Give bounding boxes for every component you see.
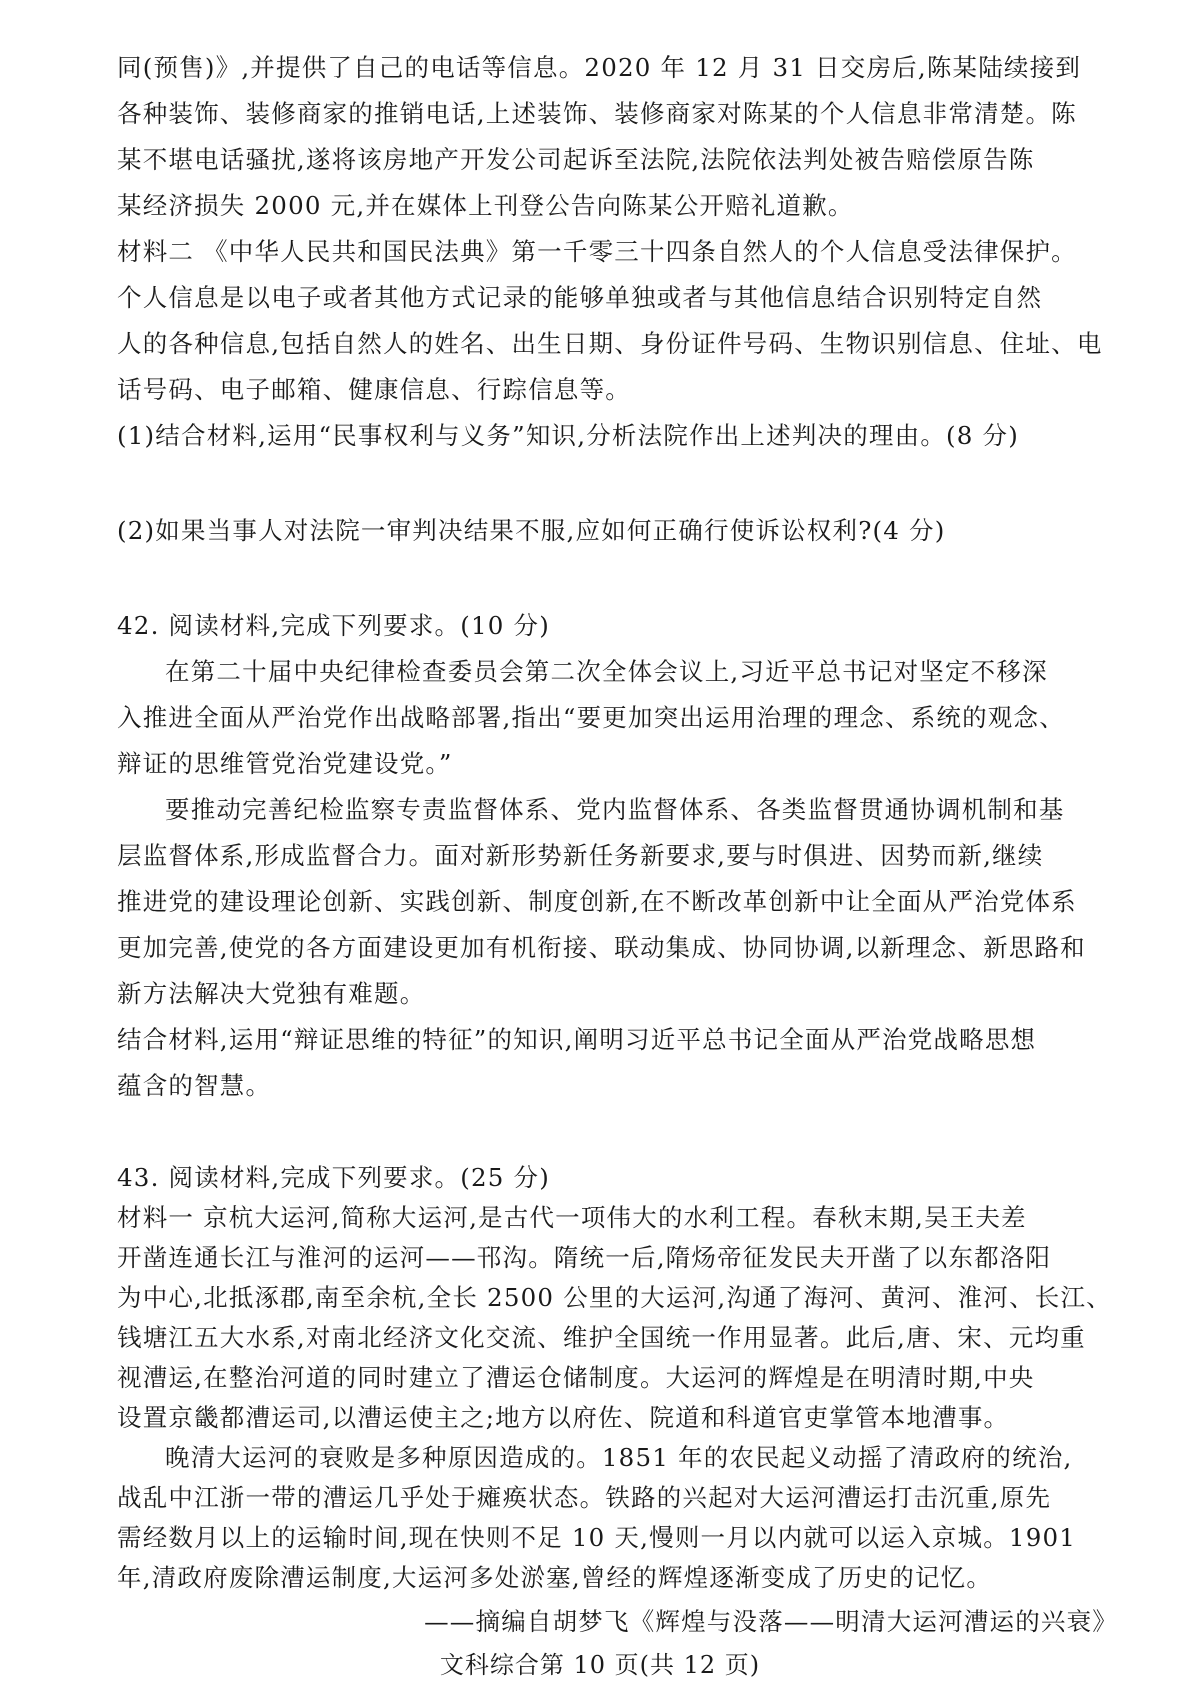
- continuation-line: 各种装饰、装修商家的推销电话,上述装饰、装修商家对陈某的个人信息非常清楚。陈: [117, 99, 1077, 128]
- q43-paragraph-line: 晚清大运河的衰败是多种原因造成的。1851 年的农民起义动摇了清政府的统治,: [165, 1443, 1073, 1472]
- continuation-line: 某经济损失 2000 元,并在媒体上刊登公告向陈某公开赔礼道歉。: [117, 191, 854, 220]
- source-citation: ——摘编自胡梦飞《辉煌与没落——明清大运河漕运的兴衰》: [424, 1607, 1118, 1636]
- q42-paragraph-line: 入推进全面从严治党作出战略部署,指出“要更加突出运用治理的理念、系统的观念、: [117, 703, 1065, 732]
- q41-subquestion-1: (1)结合材料,运用“民事权利与义务”知识,分析法院作出上述判决的理由。(8 分): [117, 421, 1020, 450]
- material2-line: 人的各种信息,包括自然人的姓名、出生日期、身份证件号码、生物识别信息、住址、电: [117, 329, 1103, 358]
- q43-material1-line: 视漕运,在整治河道的同时建立了漕运仓储制度。大运河的辉煌是在明清时期,中央: [117, 1363, 1035, 1392]
- continuation-line: 某不堪电话骚扰,遂将该房地产开发公司起诉至法院,法院依法判处被告赔偿原告陈: [117, 145, 1035, 174]
- q41-subquestion-2: (2)如果当事人对法院一审判决结果不服,应如何正确行使诉讼权利?(4 分): [117, 516, 946, 545]
- q43-material1-line: 为中心,北抵涿郡,南至余杭,全长 2500 公里的大运河,沟通了海河、黄河、淮河、长江、: [117, 1283, 1112, 1312]
- q42-task-line: 蕴含的智慧。: [117, 1071, 272, 1100]
- q43-heading: 43. 阅读材料,完成下列要求。(25 分): [117, 1163, 551, 1192]
- q43-paragraph-line: 战乱中江浙一带的漕运几乎处于瘫痪状态。铁路的兴起对大运河漕运打击沉重,原先: [117, 1483, 1052, 1512]
- q42-paragraph-line: 在第二十届中央纪律检查委员会第二次全体会议上,习近平总书记对坚定不移深: [165, 657, 1048, 686]
- q42-paragraph-line: 层监督体系,形成监督合力。面对新形势新任务新要求,要与时俱进、因势而新,继续: [117, 841, 1044, 870]
- q43-material1-line: 材料一 京杭大运河,简称大运河,是古代一项伟大的水利工程。春秋末期,吴王夫差: [117, 1203, 1027, 1232]
- q43-material1-line: 钱塘江五大水系,对南北经济文化交流、维护全国统一作用显著。此后,唐、宋、元均重: [117, 1323, 1086, 1352]
- q42-paragraph-line: 新方法解决大党独有难题。: [117, 979, 426, 1008]
- q42-task-line: 结合材料,运用“辩证思维的特征”的知识,阐明习近平总书记全面从严治党战略思想: [117, 1025, 1037, 1054]
- q43-material1-line: 设置京畿都漕运司,以漕运使主之;地方以府佐、院道和科道官吏掌管本地漕事。: [117, 1403, 1010, 1432]
- material2-line: 材料二 《中华人民共和国民法典》第一千零三十四条自然人的个人信息受法律保护。: [117, 237, 1077, 266]
- q42-paragraph-line: 要推动完善纪检监察专责监督体系、党内监督体系、各类监督贯通协调机制和基: [165, 795, 1065, 824]
- q43-paragraph-line: 需经数月以上的运输时间,现在快则不足 10 天,慢则一月以内就可以运入京城。1901: [117, 1523, 1077, 1552]
- q42-paragraph-line: 辩证的思维管党治党建设党。”: [117, 749, 453, 778]
- q42-paragraph-line: 推进党的建设理论创新、实践创新、制度创新,在不断改革创新中让全面从严治党体系: [117, 887, 1077, 916]
- q43-material1-line: 开凿连通长江与淮河的运河——邗沟。隋统一后,隋炀帝征发民夫开凿了以东都洛阳: [117, 1243, 1052, 1272]
- q43-paragraph-line: 年,清政府废除漕运制度,大运河多处淤塞,曾经的辉煌逐渐变成了历史的记忆。: [117, 1563, 993, 1592]
- continuation-line: 同(预售)》,并提供了自己的电话等信息。2020 年 12 月 31 日交房后,陈某陆续接到: [117, 53, 1082, 82]
- q42-heading: 42. 阅读材料,完成下列要求。(10 分): [117, 611, 551, 640]
- material2-line: 话号码、电子邮箱、健康信息、行踪信息等。: [117, 375, 631, 404]
- page-footer: 文科综合第 10 页(共 12 页): [439, 1651, 761, 1679]
- q42-paragraph-line: 更加完善,使党的各方面建设更加有机衔接、联动集成、协同协调,以新理念、新思路和: [117, 933, 1086, 962]
- material2-line: 个人信息是以电子或者其他方式记录的能够单独或者与其他信息结合识别特定自然: [117, 283, 1043, 312]
